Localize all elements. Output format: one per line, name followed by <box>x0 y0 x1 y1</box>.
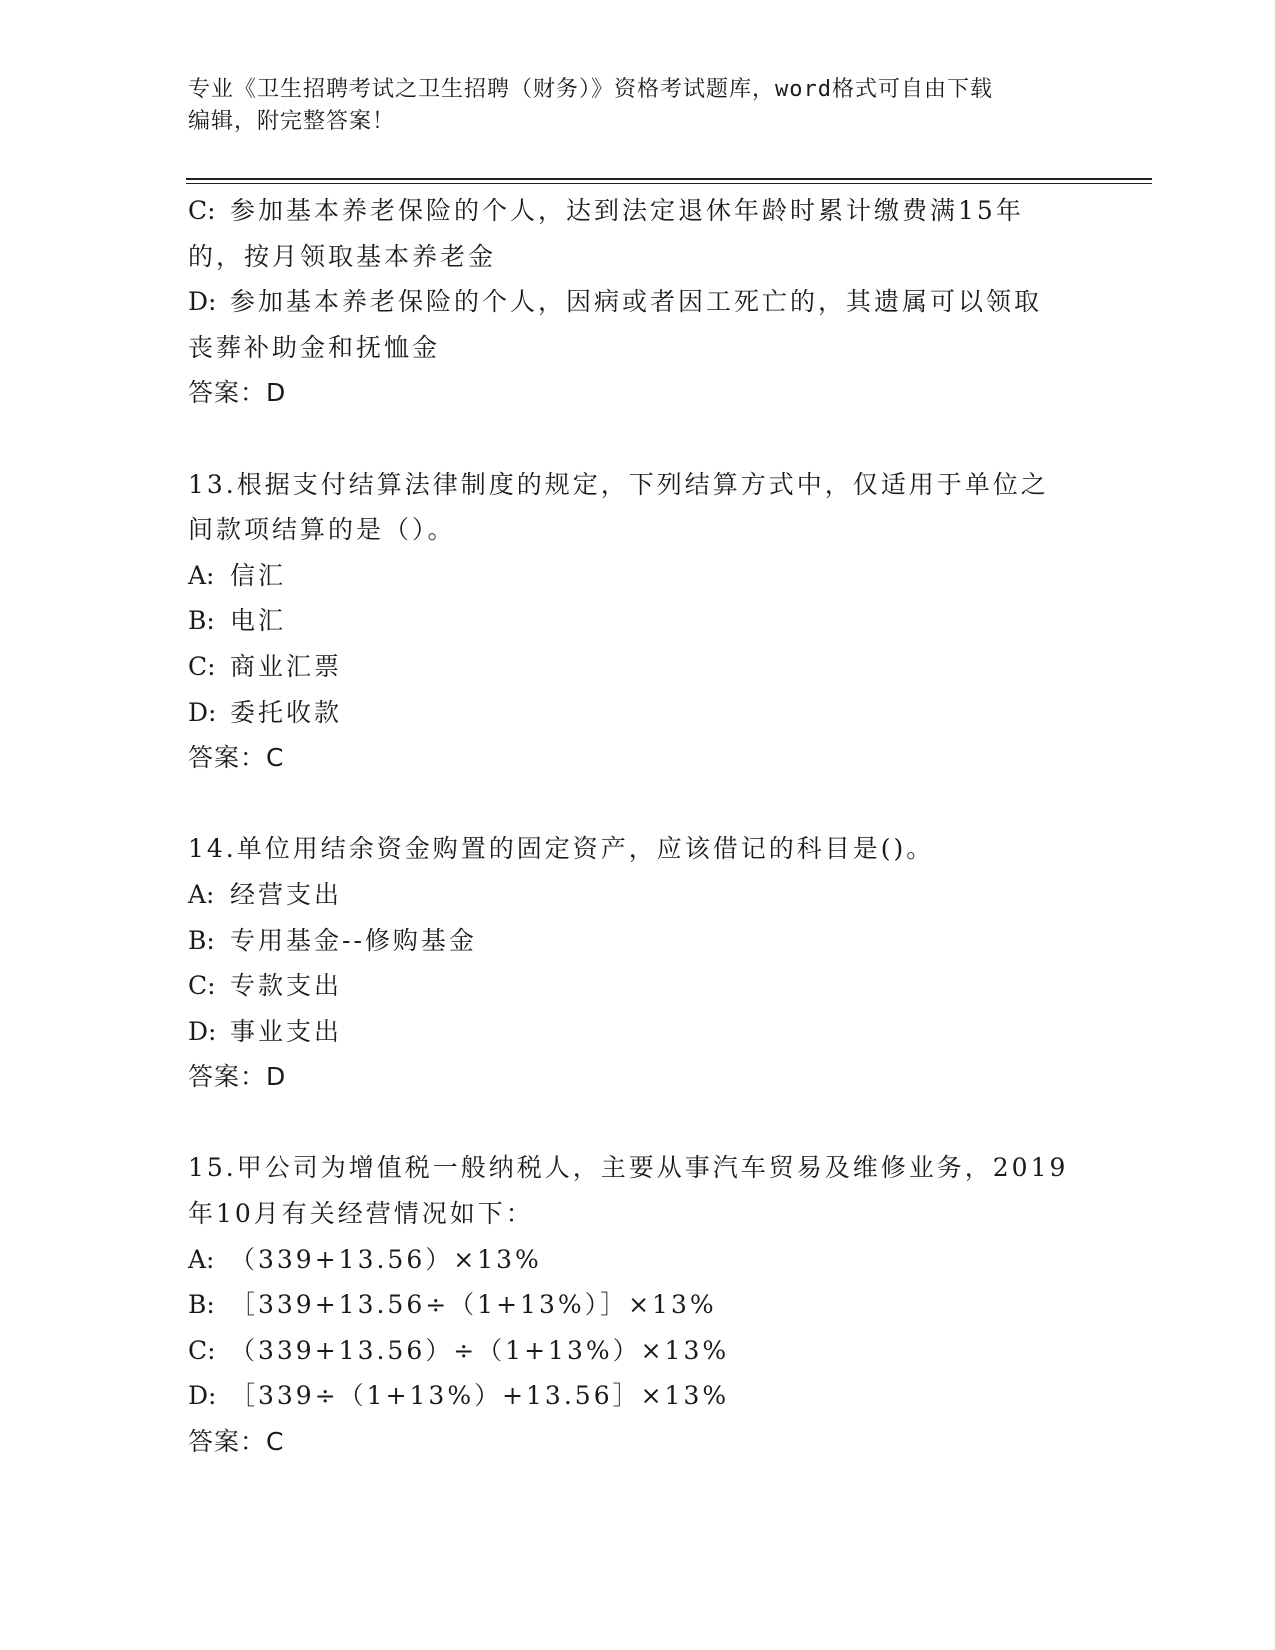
option-b <box>188 918 1088 964</box>
option-c <box>188 644 1088 690</box>
option-text: ［339÷（1+13%）+13.56］×13% <box>230 1381 730 1411</box>
answer-line: 答案：C <box>188 743 285 773</box>
answer-line: 答案：D <box>188 1062 287 1092</box>
option-d <box>188 690 1088 736</box>
answer-line: 答案：C <box>188 1427 285 1457</box>
option-label: A: <box>188 879 215 909</box>
header-line-2: 编辑，附完整答案！ <box>188 109 396 134</box>
option-label: C: <box>188 1335 216 1365</box>
option-label: D: <box>188 1016 217 1046</box>
option-a <box>188 1237 1088 1283</box>
option-text: 委托收款 <box>230 697 343 727</box>
option-d <box>188 1009 1088 1055</box>
option-text: 事业支出 <box>230 1016 343 1046</box>
option-label: B: <box>188 606 215 636</box>
option-text: 专用基金--修购基金 <box>230 925 477 955</box>
question-stem: 15.甲公司为增值税一般纳税人，主要从事汽车贸易及维修业务，2019 <box>188 1153 1069 1183</box>
option-text: 参加基本养老保险的个人，因病或者因工死亡的，其遗属可以领取 <box>230 287 1043 317</box>
option-label: C: <box>188 971 216 1001</box>
question-list <box>188 188 1088 1465</box>
option-text: 信汇 <box>230 560 287 590</box>
question-12 <box>188 188 1088 416</box>
option-label: A: <box>188 560 215 590</box>
question-stem: 14.单位用结余资金购置的固定资产，应该借记的科目是()。 <box>188 834 935 864</box>
option-d-continued: 丧葬补助金和抚恤金 <box>188 332 441 362</box>
option-d <box>188 279 1088 325</box>
option-label: B: <box>188 1290 215 1320</box>
option-d <box>188 1373 1088 1419</box>
option-c <box>188 1328 1088 1374</box>
header-divider-thin <box>186 183 1152 184</box>
option-text: 专款支出 <box>230 971 343 1001</box>
question-stem-continued: 年10月有关经营情况如下： <box>188 1199 534 1229</box>
option-label: B: <box>188 925 215 955</box>
option-label: C: <box>188 651 216 681</box>
question-stem-continued: 间款项结算的是（）。 <box>188 515 456 545</box>
spacer <box>188 1100 1088 1146</box>
option-text: ［339+13.56÷（1+13%）］×13% <box>230 1290 717 1320</box>
option-label: D: <box>188 287 217 317</box>
option-label: D: <box>188 697 217 727</box>
option-text: （339+13.56）÷（1+13%）×13% <box>230 1335 730 1365</box>
question-14 <box>188 826 1088 1100</box>
option-label: D: <box>188 1381 217 1411</box>
header-divider-thick <box>186 178 1152 180</box>
document-header <box>188 74 1088 138</box>
option-c <box>188 963 1088 1009</box>
option-b <box>188 598 1088 644</box>
spacer <box>188 416 1088 462</box>
option-c-continued: 的，按月领取基本养老金 <box>188 241 497 271</box>
option-text: 经营支出 <box>230 879 343 909</box>
option-a <box>188 553 1088 599</box>
question-15 <box>188 1145 1088 1464</box>
option-label: C: <box>188 196 216 225</box>
answer-line: 答案：D <box>188 378 287 408</box>
header-line-1: 专业《卫生招聘考试之卫生招聘（财务）》资格考试题库，word格式可自由下载 <box>188 77 993 102</box>
option-text: 电汇 <box>230 606 287 636</box>
spacer <box>188 781 1088 827</box>
option-a <box>188 872 1088 918</box>
option-text: （339+13.56）×13% <box>230 1244 542 1274</box>
question-13 <box>188 462 1088 781</box>
option-text: 参加基本养老保险的个人，达到法定退休年龄时累计缴费满15年 <box>230 196 1024 225</box>
option-b <box>188 1282 1088 1328</box>
option-c <box>188 188 1088 234</box>
option-text: 商业汇票 <box>230 651 343 681</box>
option-label: A: <box>188 1244 215 1274</box>
question-stem: 13.根据支付结算法律制度的规定，下列结算方式中，仅适用于单位之 <box>188 469 1049 499</box>
